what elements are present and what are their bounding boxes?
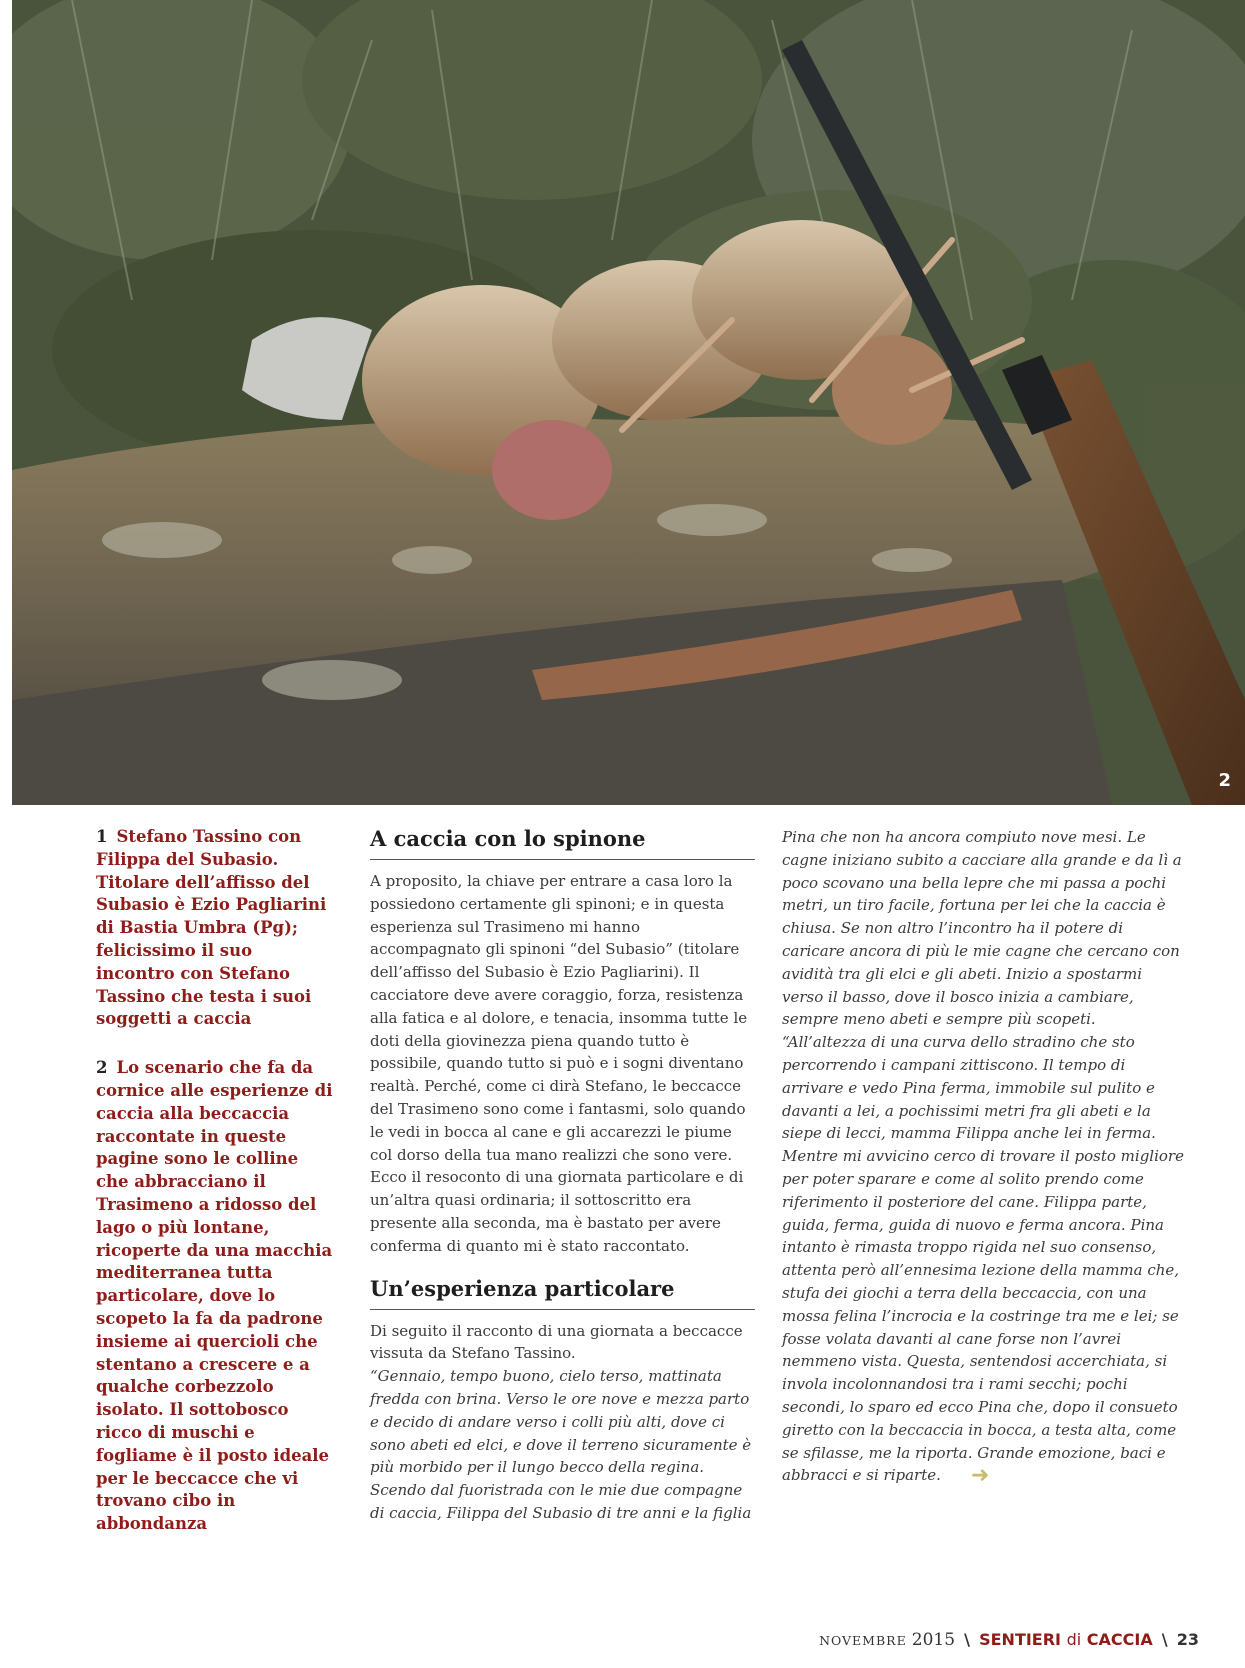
magazine-name [979,1630,1153,1649]
quote-paragraph: “Gennaio, tempo buono, cielo terso, mattinata fredda con brina. Verso le ore nove e mezza parto e decido di andare verso i colli più alti, dove ci sono abeti ed elci, e dove il terreno sicuramente è più morbido per il lungo becco della regina. Scendo dal fuoristrada con le mie due compagne di caccia, Filippa del Subasio di tre anni e la figlia [370,1367,752,1522]
caption-1 [96,826,336,1031]
section-heading: Un’esperienza particolare [370,1276,755,1310]
footer-separator: \ [964,1630,970,1649]
caption-number: 2 [96,1058,108,1078]
issue-year: 2015 [911,1630,956,1650]
magazine-name-part: di [1066,1630,1082,1649]
section-heading: A caccia con lo spinone [370,826,755,860]
body-paragraph: A proposito, la chiave per entrare a casa loro la possiedono certamente gli spinoni; e in questa esperienza sul Trasimeno mi hanno accompagnato gli spinoni “del Subasio” (titolare dell’affisso del Subasio è Ezio Pagliarini). Il cacciatore deve avere coraggio, forza, resistenza alla fatica e al dolore, e tenacia, insomma tutte le doti della giovinezza piena quando tutto è possibile, quando tutto si può e i sogni diventano realtà. Perché, come ci dirà Stefano, le beccacce del Trasimeno sono come i fantasmi, solo quando le vedi in bocca al cane e gli accarezzi le piume col dorso della tua mano realizzi che sono vere. Ecco il resoconto di una giornata particolare e di un’altra quasi ordinaria; il sottoscritto era presente alla seconda, ma è bastato per avere conferma di quanto mi è stato raccontato. [370,872,748,1255]
caption-text: Stefano Tassino con Filippa del Subasio. Titolare dell’affisso del Subasio è Ezio Pagliarini di Bastia Umbra (Pg); felicissimo il suo incontro con Stefano Tassino che testa i suoi soggetti a caccia [96,827,327,1029]
magazine-name-part: CACCIA [1081,1630,1153,1649]
page-footer [819,1630,1199,1650]
quote-text: “All’altezza di una curva dello stradino che sto percorrendo i campani zittiscono. Il tempo di arrivare e vedo Pina ferma, immobile sul pulito e davanti a lei, a pochissimi metri fra gli abeti e la siepe di lecci, mamma Filippa anche lei in ferma. Mentre mi avvicino cerco di trovare il posto migliore per poter sparare e come al solito prendo come riferimento il posteriore del cane. Filippa parte, guida, ferma, guida di nuovo e ferma ancora. Pina intanto è rimasta troppo rigida nel suo consenso, attenta però all’ennesima lezione della mamma che, stufa dei giochi a terra della beccaccia, con una mossa felina l’incrocia e la costringe tra me e lei; se fosse volata davanti al cane forse non l’avrei nemmeno vista. Questa, sentendosi accerchiata, si invola incolonnandosi tra i rami secchi; pochi secondi, lo sparo ed ecco Pina che, dopo il consueto giretto con la beccaccia in bocca, a testa alta, come se sfilasse, me la riporta. Grande emozione, baci e abbracci e si riparte. [782,1033,1184,1485]
arrow-right-icon: ➜ [970,1463,990,1489]
page-number: 23 [1176,1630,1199,1649]
quote-paragraph [782,1031,1187,1488]
footer-separator: \ [1161,1630,1168,1649]
photo-captions [96,826,336,1562]
caption-text: Lo scenario che fa da cornice alle esperienze di caccia alla beccaccia raccontate in queste pagine sono le colline che abbracciano il Trasimeno a ridosso del lago o più lontane, ricoperte da una macchia mediterranea tutta particolare, dove lo scopeto la fa da padrone insieme ai quercioli che stentano a crescere e a qualche corbezzolo isolato. Il sottobosco ricco di muschi e fogliame è il posto ideale per le beccacce che vi trovano cibo in abbondanza [96,1058,333,1534]
body-paragraph: Di seguito il racconto di una giornata a beccacce vissuta da Stefano Tassino. [370,1321,743,1363]
issue-month: NOVEMBRE [819,1633,907,1648]
article-column-right [782,826,1187,1488]
quote-paragraph: Pina che non ha ancora compiuto nove mesi. Le cagne iniziano subito a cacciare alla grande e da lì a poco scovano una bella lepre che mi passa a pochi metri, un tiro facile, fortuna per lei che la caccia è chiusa. Se non altro l’incontro ha il potere di caricare ancora di più le mie cagne che cercano con avidità tra gli elci e gli abeti. Inizio a spostarmi verso il basso, dove il bosco inizia a cambiare, sempre meno abeti e sempre più scopeti. [782,828,1182,1029]
woodcock-hunting-photo [12,0,1245,805]
photo-number: 2 [1218,770,1231,791]
magazine-name-part: SENTIERI [979,1630,1067,1649]
caption-number: 1 [96,827,108,846]
article-column-middle [370,826,755,1525]
caption-2 [96,1057,336,1536]
